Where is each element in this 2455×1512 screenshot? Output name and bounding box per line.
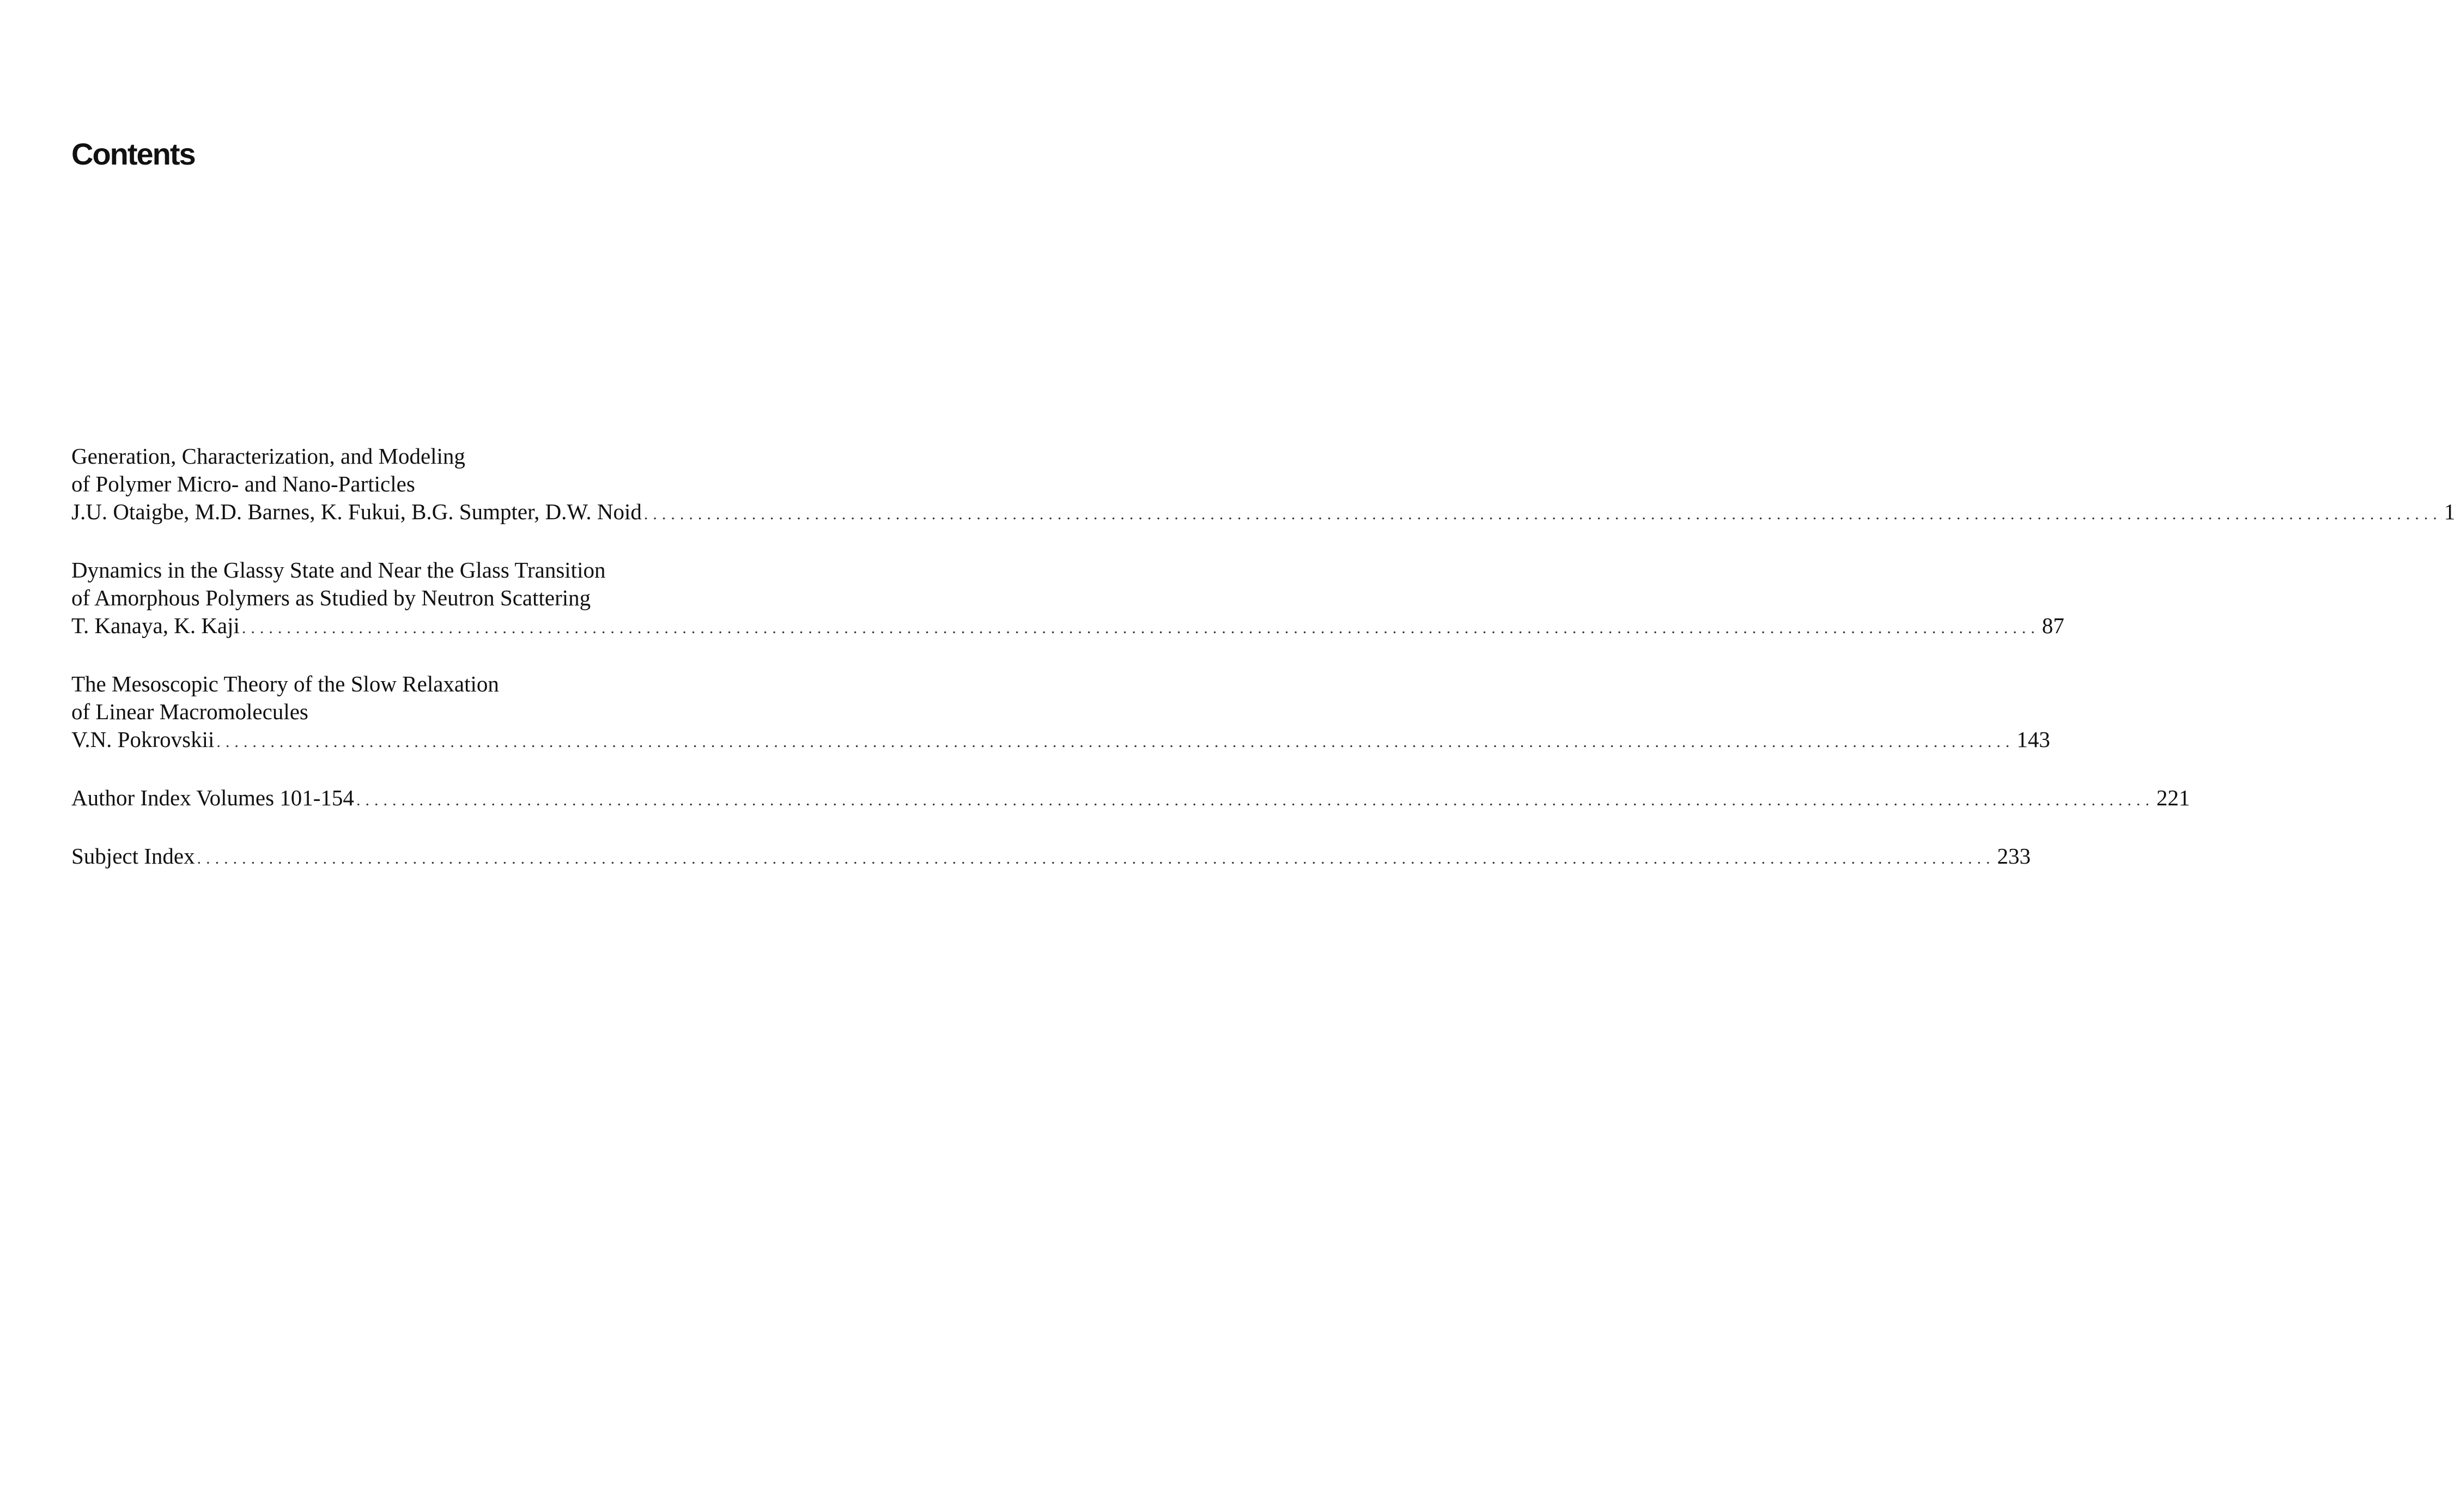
- entry-title-line: Dynamics in the Glassy State and Near the Glass Transition: [71, 557, 606, 582]
- toc-entry-pokrovskii: [71, 670, 2050, 756]
- entry-authors: J.U. Otaigbe, M.D. Barnes, K. Fukui, B.G. Sumpter, D.W. Noid: [71, 499, 642, 524]
- dot-leader: ........................................................................................................................................................................................................: [643, 505, 2442, 523]
- entry-authors: T. Kanaya, K. Kaji: [71, 613, 240, 638]
- dot-leader: ........................................................................................................................................................................................................: [197, 849, 1995, 867]
- dot-leader: ........................................................................................................................................................................................................: [241, 619, 2040, 637]
- entry-title-line: of Amorphous Polymers as Studied by Neutron Scattering: [71, 585, 591, 610]
- entry-title-line: Generation, Characterization, and Modeling: [71, 444, 465, 469]
- table-of-contents: [71, 442, 2455, 901]
- index-line: [71, 842, 2031, 872]
- page-title: Contents: [71, 137, 195, 171]
- entry-title-line: of Linear Macromolecules: [71, 699, 308, 724]
- toc-entry-otaigbe: [71, 442, 2455, 528]
- entry-author-line: [71, 612, 2064, 642]
- index-label: Subject Index: [71, 843, 195, 869]
- index-label: Author Index Volumes 101-154: [71, 785, 354, 810]
- entry-title-line: of Polymer Micro- and Nano-Particles: [71, 471, 415, 496]
- dot-leader: ........................................................................................................................................................................................................: [216, 733, 2015, 751]
- entry-author-line: [71, 498, 2455, 528]
- index-line: [71, 784, 2190, 814]
- entry-page-number: 1: [2444, 499, 2455, 524]
- entry-page-number: 87: [2041, 613, 2064, 638]
- toc-entry-kanaya: [71, 556, 2064, 642]
- entry-title-line: The Mesoscopic Theory of the Slow Relaxation: [71, 671, 499, 696]
- index-page-number: 233: [1997, 843, 2031, 869]
- dot-leader: ........................................................................................................................................................................................................: [356, 791, 2154, 809]
- entry-authors: V.N. Pokrovskii: [71, 727, 215, 752]
- toc-entry-subject-index: [71, 842, 2031, 872]
- entry-author-line: [71, 726, 2050, 756]
- index-page-number: 221: [2156, 785, 2190, 810]
- entry-page-number: 143: [2016, 727, 2050, 752]
- toc-entry-author-index: [71, 784, 2190, 814]
